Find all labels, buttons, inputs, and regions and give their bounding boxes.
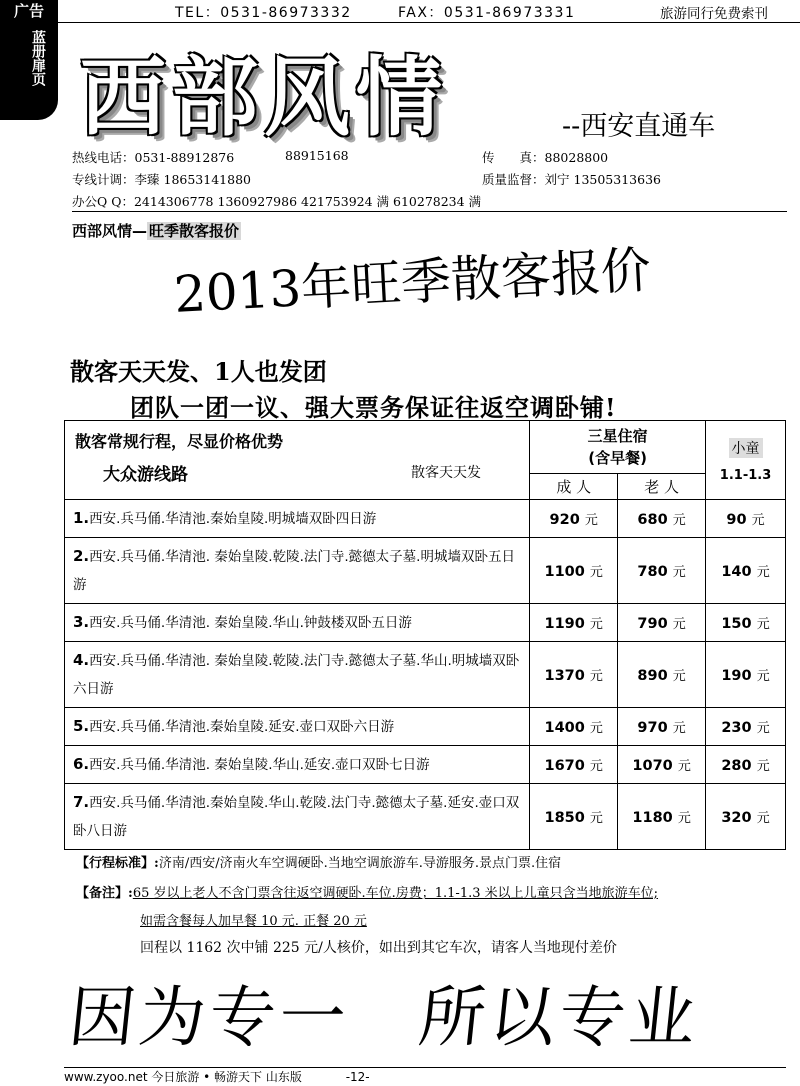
price-value: 90 xyxy=(726,512,747,528)
price-value: 1180 xyxy=(632,810,673,826)
price-child xyxy=(706,642,786,708)
price-value: 790 xyxy=(637,616,668,632)
currency-unit: 元 xyxy=(756,721,770,736)
quality-label: 质量监督： xyxy=(482,172,545,187)
currency-unit: 元 xyxy=(677,811,691,826)
currency-unit: 元 xyxy=(672,565,686,580)
remark-label: 【备注】: xyxy=(76,886,133,901)
fax-label: 传 真： xyxy=(482,150,545,165)
table-row xyxy=(65,604,786,642)
currency-unit: 元 xyxy=(756,759,770,774)
price-adult xyxy=(530,746,618,784)
qq-label: 办公Q Q： xyxy=(72,194,134,209)
price-adult xyxy=(530,500,618,538)
price-value: 320 xyxy=(721,810,752,826)
currency-unit: 元 xyxy=(672,669,686,684)
table-header-cell xyxy=(65,421,530,500)
price-adult xyxy=(530,708,618,746)
currency-unit: 元 xyxy=(756,617,770,632)
hotel-line2: (含早餐) xyxy=(588,449,648,467)
route-number: 2. xyxy=(73,547,90,565)
price-value: 1070 xyxy=(632,758,673,774)
header-tel: TEL：0531-86973332 xyxy=(175,5,352,21)
route-number: 5. xyxy=(73,717,90,735)
price-value: 1670 xyxy=(544,758,585,774)
route-number: 6. xyxy=(73,755,90,773)
table-row xyxy=(65,784,786,850)
page-number: -12- xyxy=(345,1070,370,1084)
price-value: 1850 xyxy=(544,810,585,826)
header-tagline: 旅游同行免费索刊 xyxy=(660,6,768,22)
fax-row xyxy=(482,148,608,166)
route-cell xyxy=(65,746,530,784)
price-senior xyxy=(618,642,706,708)
route-cell xyxy=(65,708,530,746)
route-cell xyxy=(65,784,530,850)
hotline2-value: 88915168 xyxy=(285,148,349,163)
route-text: 西安.兵马俑.华清池. 秦始皇陵.华山.延安.壶口双卧七日游 xyxy=(89,757,430,773)
price-senior xyxy=(618,500,706,538)
route-cell xyxy=(65,604,530,642)
price-value: 970 xyxy=(637,720,668,736)
price-senior xyxy=(618,784,706,850)
price-adult xyxy=(530,604,618,642)
currency-unit: 元 xyxy=(672,617,686,632)
slogan-group: 团队一团一议、强大票务保证往返空调卧铺! xyxy=(130,393,617,422)
table-row xyxy=(65,642,786,708)
price-value: 190 xyxy=(721,668,752,684)
price-child xyxy=(706,538,786,604)
breadcrumb-prefix: 西部风情— xyxy=(72,222,148,240)
price-table xyxy=(64,420,786,850)
quality-row xyxy=(482,170,661,188)
ad-label: 广告 xyxy=(0,0,58,22)
header-line1: 散客常规行程，尽显价格优势 xyxy=(75,432,284,451)
price-value: 680 xyxy=(637,512,668,528)
currency-unit: 元 xyxy=(589,669,603,684)
planner-label: 专线计调： xyxy=(72,172,135,187)
standard-text: 济南/西安/济南火车空调硬卧.当地空调旅游车.导游服务.景点门票.住宿 xyxy=(158,856,562,871)
price-value: 1100 xyxy=(544,564,585,580)
hotel-line1: 三星住宿 xyxy=(587,427,648,445)
table-row xyxy=(65,500,786,538)
price-adult xyxy=(530,642,618,708)
child-range: 1.1-1.3 xyxy=(719,467,772,483)
currency-unit: 元 xyxy=(589,811,603,826)
price-senior xyxy=(618,604,706,642)
breadcrumb-current: 旺季散客报价 xyxy=(149,222,240,240)
price-child xyxy=(706,746,786,784)
footer xyxy=(64,1068,370,1085)
table-row xyxy=(65,746,786,784)
route-text: 西安.兵马俑.华清池.秦始皇陵.明城墙双卧四日游 xyxy=(89,511,377,527)
price-senior xyxy=(618,538,706,604)
bottom-slogan: 因为专一 所以专业 xyxy=(65,979,704,1056)
route-number: 7. xyxy=(73,793,90,811)
price-value: 230 xyxy=(721,720,752,736)
price-adult xyxy=(530,784,618,850)
footer-site: www.zyoo.net 今日旅游 • 畅游天下 山东版 xyxy=(64,1070,302,1084)
currency-unit: 元 xyxy=(756,669,770,684)
price-adult xyxy=(530,538,618,604)
price-value: 140 xyxy=(721,564,752,580)
note-standard xyxy=(76,852,561,871)
breadcrumb xyxy=(72,220,241,241)
price-value: 1400 xyxy=(544,720,585,736)
route-cell xyxy=(65,642,530,708)
col-adult: 成 人 xyxy=(530,474,618,500)
currency-unit: 元 xyxy=(756,811,770,826)
header-daily: 散客天天发 xyxy=(411,465,481,481)
currency-unit: 元 xyxy=(677,759,691,774)
col-senior: 老 人 xyxy=(618,474,706,500)
price-child xyxy=(706,604,786,642)
price-child xyxy=(706,500,786,538)
price-value: 890 xyxy=(637,668,668,684)
price-value: 1190 xyxy=(544,616,585,632)
table-row xyxy=(65,538,786,604)
currency-unit: 元 xyxy=(589,565,603,580)
route-cell xyxy=(65,500,530,538)
route-text: 西安.兵马俑.华清池. 秦始皇陵.乾陵.法门寺.懿德太子墓.明城墙双卧五日游 xyxy=(73,549,515,593)
currency-unit: 元 xyxy=(751,513,765,528)
route-text: 西安.兵马俑.华清池.秦始皇陵.华山.乾陵.法门寺.懿德太子墓.延安.壶口双卧八日游 xyxy=(73,795,520,839)
route-number: 1. xyxy=(73,509,90,527)
main-title: 西部风情 xyxy=(80,47,448,148)
hotline-value: 0531-88912876 xyxy=(134,150,235,165)
header-line2: 大众游线路 xyxy=(103,465,188,485)
currency-unit: 元 xyxy=(672,721,686,736)
subtitle: --西安直通车 xyxy=(562,111,716,142)
price-value: 280 xyxy=(721,758,752,774)
planner-value: 李臻 18653141880 xyxy=(134,172,251,187)
route-number: 4. xyxy=(73,651,90,669)
price-senior xyxy=(618,746,706,784)
child-header xyxy=(706,421,786,500)
currency-unit: 元 xyxy=(589,759,603,774)
route-text: 西安.兵马俑.华清池.秦始皇陵.延安.壶口双卧六日游 xyxy=(89,719,395,735)
remark-line3: 回程以 1162 次中铺 225 元/人核价，如出到其它车次，请客人当地现付差价 xyxy=(140,940,617,956)
headline: 2013年旺季散客报价 xyxy=(172,241,653,324)
route-number: 3. xyxy=(73,613,90,631)
hotline-label: 热线电话： xyxy=(72,150,135,165)
quality-value: 刘宁 13505313636 xyxy=(544,172,661,187)
currency-unit: 元 xyxy=(756,565,770,580)
hotel-header xyxy=(530,421,706,474)
header-fax: FAX：0531-86973331 xyxy=(398,5,576,21)
planner-row xyxy=(72,170,251,188)
child-label: 小童 xyxy=(729,438,763,458)
fax-value: 88028800 xyxy=(544,150,609,165)
price-child xyxy=(706,708,786,746)
remark-line2: 如需含餐每人加早餐 10 元. 正餐 20 元 xyxy=(140,914,367,929)
currency-unit: 元 xyxy=(589,617,603,632)
hotline-row xyxy=(72,148,234,166)
qq-value: 2414306778 1360927986 421753924 满 610278234 满 xyxy=(133,194,482,209)
route-text: 西安.兵马俑.华清池. 秦始皇陵.乾陵.法门寺.懿德太子墓.华山.明城墙双卧六日游 xyxy=(73,653,520,697)
currency-unit: 元 xyxy=(584,513,598,528)
route-cell xyxy=(65,538,530,604)
side-tab-label: 蓝册扉页 xyxy=(30,30,46,86)
remark-line1: 65 岁以上老人不含门票含往返空调硬卧.车位.房费；1.1-1.3 米以上儿童只含当地旅游车位; xyxy=(132,886,659,901)
price-value: 150 xyxy=(721,616,752,632)
table-row xyxy=(65,708,786,746)
price-value: 1370 xyxy=(544,668,585,684)
currency-unit: 元 xyxy=(589,721,603,736)
price-child xyxy=(706,784,786,850)
slogan-daily: 散客天天发、1人也发团 xyxy=(70,357,327,386)
divider xyxy=(72,211,787,212)
price-value: 780 xyxy=(637,564,668,580)
price-senior xyxy=(618,708,706,746)
qq-row xyxy=(72,192,481,210)
route-text: 西安.兵马俑.华清池. 秦始皇陵.华山.钟鼓楼双卧五日游 xyxy=(89,615,412,631)
note-remark xyxy=(76,882,658,901)
currency-unit: 元 xyxy=(672,513,686,528)
standard-label: 【行程标准】: xyxy=(76,856,159,871)
price-value: 920 xyxy=(549,512,580,528)
